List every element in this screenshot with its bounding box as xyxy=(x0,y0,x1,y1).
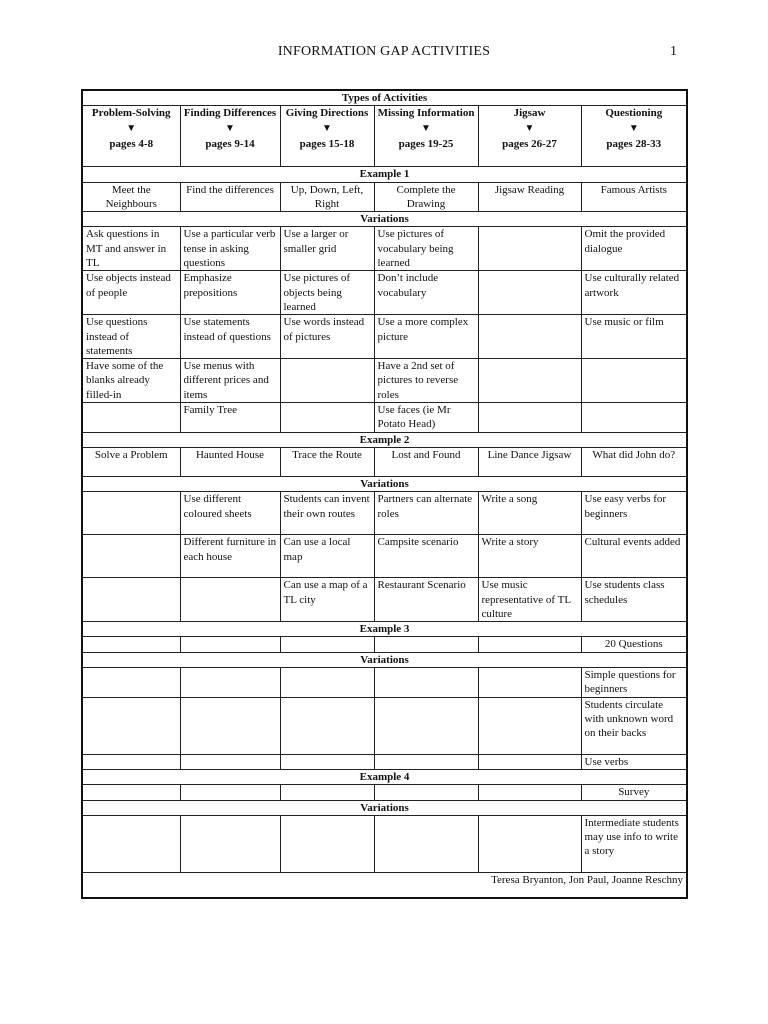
variation-cell xyxy=(374,668,478,698)
category-pages: pages 9-14 xyxy=(205,137,255,150)
variation-cell xyxy=(82,492,180,535)
variation-cell: Intermediate students may use info to write a story xyxy=(581,815,687,872)
category-name: Jigsaw xyxy=(513,107,546,120)
variation-cell: Use music or film xyxy=(581,315,687,359)
example-activity-row xyxy=(82,182,687,212)
example-band-row xyxy=(82,769,687,784)
table-title: Types of Activities xyxy=(82,90,687,106)
variation-cell: Use objects instead of people xyxy=(82,271,180,315)
activity-cell xyxy=(82,785,180,800)
variation-cell xyxy=(374,754,478,769)
variation-row xyxy=(82,535,687,578)
activities-table xyxy=(81,89,688,899)
variation-cell xyxy=(478,271,581,315)
variation-row xyxy=(82,578,687,622)
variation-row xyxy=(82,315,687,359)
variation-cell: Use a particular verb tense in asking questions xyxy=(180,227,280,271)
variation-cell: Use questions instead of statements xyxy=(82,315,180,359)
variation-cell: Ask questions in MT and answer in TL xyxy=(82,227,180,271)
variation-cell: Cultural events added xyxy=(581,535,687,578)
variation-cell xyxy=(280,359,374,403)
variation-cell xyxy=(82,754,180,769)
variations-label: Variations xyxy=(82,652,687,667)
variation-cell xyxy=(478,815,581,872)
activity-cell xyxy=(180,785,280,800)
variations-label: Variations xyxy=(82,800,687,815)
category-name: Problem-Solving xyxy=(91,107,171,120)
variation-cell xyxy=(280,754,374,769)
variation-cell: Simple questions for beginners xyxy=(581,668,687,698)
variation-row xyxy=(82,492,687,535)
variations-band-row xyxy=(82,212,687,227)
variation-cell xyxy=(581,359,687,403)
category-finding-differences xyxy=(180,106,280,167)
variation-cell: Use menus with different prices and items xyxy=(180,359,280,403)
arrow-down-icon: ▼ xyxy=(225,122,235,134)
table-title-row xyxy=(82,90,687,106)
category-pages: pages 4-8 xyxy=(109,137,154,150)
activity-cell: Haunted House xyxy=(180,447,280,476)
variation-row xyxy=(82,359,687,403)
variation-cell xyxy=(180,754,280,769)
activity-cell xyxy=(82,637,180,652)
variation-cell xyxy=(478,697,581,754)
category-giving-directions xyxy=(280,106,374,167)
category-name: Questioning xyxy=(605,107,663,120)
variation-cell: Use words instead of pictures xyxy=(280,315,374,359)
category-jigsaw xyxy=(478,106,581,167)
variation-row xyxy=(82,668,687,698)
activity-cell xyxy=(478,637,581,652)
example-band-row xyxy=(82,167,687,182)
example-band-row xyxy=(82,432,687,447)
variation-cell: Use faces (ie Mr Potato Head) xyxy=(374,403,478,433)
variation-cell xyxy=(180,578,280,622)
example-label: Example 3 xyxy=(82,622,687,637)
variation-cell: Use pictures of vocabulary being learned xyxy=(374,227,478,271)
variation-cell: Use a more complex picture xyxy=(374,315,478,359)
variation-cell xyxy=(478,403,581,433)
activity-cell xyxy=(180,637,280,652)
variation-cell xyxy=(478,315,581,359)
variation-cell: Use a larger or smaller grid xyxy=(280,227,374,271)
category-pages: pages 19-25 xyxy=(398,137,454,150)
variation-cell: Use music representative of TL culture xyxy=(478,578,581,622)
category-problem-solving xyxy=(82,106,180,167)
activity-cell: Find the differences xyxy=(180,182,280,212)
activity-cell: Meet the Neighbours xyxy=(82,182,180,212)
activity-cell: Complete the Drawing xyxy=(374,182,478,212)
variation-cell: Have a 2nd set of pictures to reverse roles xyxy=(374,359,478,403)
variation-cell xyxy=(280,403,374,433)
arrow-down-icon: ▼ xyxy=(628,122,639,134)
variation-cell: Omit the provided dialogue xyxy=(581,227,687,271)
variation-row xyxy=(82,227,687,271)
activity-cell: 20 Questions xyxy=(581,637,687,652)
variation-cell: Have some of the blanks already filled-in xyxy=(82,359,180,403)
variation-cell: Can use a map of a TL city xyxy=(280,578,374,622)
activity-cell: What did John do? xyxy=(581,447,687,476)
variation-cell xyxy=(82,815,180,872)
variation-row xyxy=(82,697,687,754)
variation-cell: Use culturally related artwork xyxy=(581,271,687,315)
variations-label: Variations xyxy=(82,212,687,227)
activity-cell: Survey xyxy=(581,785,687,800)
variation-row xyxy=(82,271,687,315)
activity-cell xyxy=(374,785,478,800)
activity-cell: Jigsaw Reading xyxy=(478,182,581,212)
variation-cell: Restaurant Scenario xyxy=(374,578,478,622)
activity-cell: Famous Artists xyxy=(581,182,687,212)
variation-row xyxy=(82,403,687,433)
category-pages: pages 15-18 xyxy=(299,137,355,150)
variation-cell: Partners can alternate roles xyxy=(374,492,478,535)
category-pages: pages 26-27 xyxy=(502,137,557,150)
activity-cell xyxy=(280,785,374,800)
example-label: Example 4 xyxy=(82,769,687,784)
variation-cell: Can use a local map xyxy=(280,535,374,578)
variation-cell xyxy=(581,403,687,433)
variation-cell xyxy=(280,668,374,698)
category-name: Finding Differences xyxy=(183,107,277,120)
category-row xyxy=(82,106,687,167)
variation-cell xyxy=(374,815,478,872)
example-label: Example 2 xyxy=(82,432,687,447)
variation-cell xyxy=(82,403,180,433)
variation-cell: Use verbs xyxy=(581,754,687,769)
page-number: 1 xyxy=(670,44,677,59)
variation-cell xyxy=(280,697,374,754)
example-activity-row xyxy=(82,637,687,652)
variation-cell: Don’t include vocabulary xyxy=(374,271,478,315)
variations-band-row xyxy=(82,476,687,491)
activity-cell: Line Dance Jigsaw xyxy=(478,447,581,476)
variation-cell xyxy=(478,359,581,403)
variation-cell xyxy=(82,578,180,622)
variations-band-row xyxy=(82,800,687,815)
activity-cell xyxy=(374,637,478,652)
variation-cell: Use pictures of objects being learned xyxy=(280,271,374,315)
arrow-down-icon: ▼ xyxy=(126,122,137,134)
variation-cell: Use statements instead of questions xyxy=(180,315,280,359)
category-name: Giving Directions xyxy=(285,107,369,120)
category-name: Missing Information xyxy=(377,107,475,120)
activity-cell xyxy=(280,637,374,652)
footer-row xyxy=(82,872,687,898)
variation-cell: Write a story xyxy=(478,535,581,578)
variation-cell xyxy=(82,535,180,578)
variation-cell xyxy=(374,697,478,754)
variation-cell: Campsite scenario xyxy=(374,535,478,578)
activity-cell: Solve a Problem xyxy=(82,447,180,476)
arrow-down-icon: ▼ xyxy=(322,122,332,134)
variation-cell: Different furniture in each house xyxy=(180,535,280,578)
variation-row xyxy=(82,815,687,872)
example-activity-row xyxy=(82,785,687,800)
variation-cell xyxy=(280,815,374,872)
variation-cell xyxy=(478,668,581,698)
arrow-down-icon: ▼ xyxy=(524,122,535,134)
variation-cell: Use students class schedules xyxy=(581,578,687,622)
activity-cell: Trace the Route xyxy=(280,447,374,476)
category-questioning xyxy=(581,106,687,167)
example-label: Example 1 xyxy=(82,167,687,182)
variation-cell: Emphasize prepositions xyxy=(180,271,280,315)
variation-cell xyxy=(180,697,280,754)
activity-cell xyxy=(478,785,581,800)
arrow-down-icon: ▼ xyxy=(421,122,431,134)
variation-row xyxy=(82,754,687,769)
variation-cell: Students circulate with unknown word on their backs xyxy=(581,697,687,754)
variations-label: Variations xyxy=(82,476,687,491)
variation-cell xyxy=(478,227,581,271)
variation-cell xyxy=(180,815,280,872)
variation-cell: Use different coloured sheets xyxy=(180,492,280,535)
activity-cell: Lost and Found xyxy=(374,447,478,476)
example-activity-row xyxy=(82,447,687,476)
activity-cell: Up, Down, Left, Right xyxy=(280,182,374,212)
example-band-row xyxy=(82,622,687,637)
variations-band-row xyxy=(82,652,687,667)
document-title: INFORMATION GAP ACTIVITIES xyxy=(277,44,491,59)
variation-cell xyxy=(82,668,180,698)
variation-cell xyxy=(478,754,581,769)
category-pages: pages 28-33 xyxy=(606,137,662,150)
variation-cell: Write a song xyxy=(478,492,581,535)
variation-cell: Family Tree xyxy=(180,403,280,433)
variation-cell xyxy=(180,668,280,698)
variation-cell xyxy=(82,697,180,754)
variation-cell: Students can invent their own routes xyxy=(280,492,374,535)
category-missing-information xyxy=(374,106,478,167)
variation-cell: Use easy verbs for beginners xyxy=(581,492,687,535)
author-credits: Teresa Bryanton, Jon Paul, Joanne Reschny xyxy=(82,872,687,898)
